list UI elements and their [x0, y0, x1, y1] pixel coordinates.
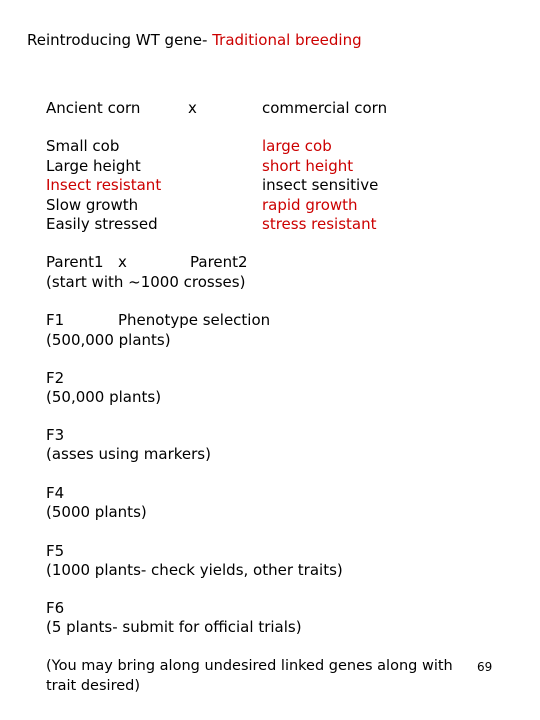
footnote-line1: (You may bring along undesired linked genes along with	[46, 658, 453, 674]
left-trait: Large height	[46, 156, 141, 175]
left-header: Ancient corn	[46, 99, 141, 117]
page-number: 69	[477, 660, 493, 674]
parents-note: (start with ~1000 crosses)	[46, 273, 246, 291]
generation-f6-note: (5 plants- submit for official trials)	[46, 618, 302, 636]
generation-f4-label: F4	[46, 484, 65, 502]
generation-f5-label: F5	[46, 542, 65, 560]
left-trait: Slow growth	[46, 195, 139, 214]
right-trait: short height	[262, 156, 354, 175]
generation-f1-label: F1	[46, 311, 65, 329]
generation-f3-note: (asses using markers)	[46, 445, 211, 463]
right-trait: stress resistant	[262, 215, 377, 233]
generation-f5-note: (1000 plants- check yields, other traits)	[46, 561, 343, 579]
left-traits-list	[46, 137, 161, 235]
footnote-line2: trait desired)	[46, 678, 140, 694]
right-trait: large cob	[262, 137, 332, 155]
right-trait: insect sensitive	[262, 176, 379, 194]
parents-cross-symbol: x	[118, 253, 127, 271]
right-header: commercial corn	[262, 99, 388, 117]
left-trait: Insect resistant	[46, 176, 162, 194]
title-prefix: Reintroducing WT gene-	[27, 31, 213, 49]
generation-f1-note: (500,000 plants)	[46, 331, 171, 349]
right-traits-list	[262, 137, 378, 235]
generation-f2-label: F2	[46, 369, 65, 387]
left-trait: Small cob	[46, 137, 120, 155]
generation-f2-note: (50,000 plants)	[46, 388, 162, 406]
title-highlight: Traditional breeding	[212, 31, 362, 49]
parent1-label: Parent1	[46, 253, 104, 271]
generation-f4-note: (5000 plants)	[46, 503, 147, 521]
generation-f6-label: F6	[46, 599, 65, 617]
parent2-label: Parent2	[190, 253, 248, 271]
generation-f3-label: F3	[46, 426, 65, 444]
page-title	[27, 31, 362, 51]
cross-symbol: x	[188, 99, 197, 117]
left-trait: Easily stressed	[46, 215, 158, 233]
right-trait: rapid growth	[262, 195, 358, 214]
generation-f1-extra: Phenotype selection	[118, 311, 271, 329]
